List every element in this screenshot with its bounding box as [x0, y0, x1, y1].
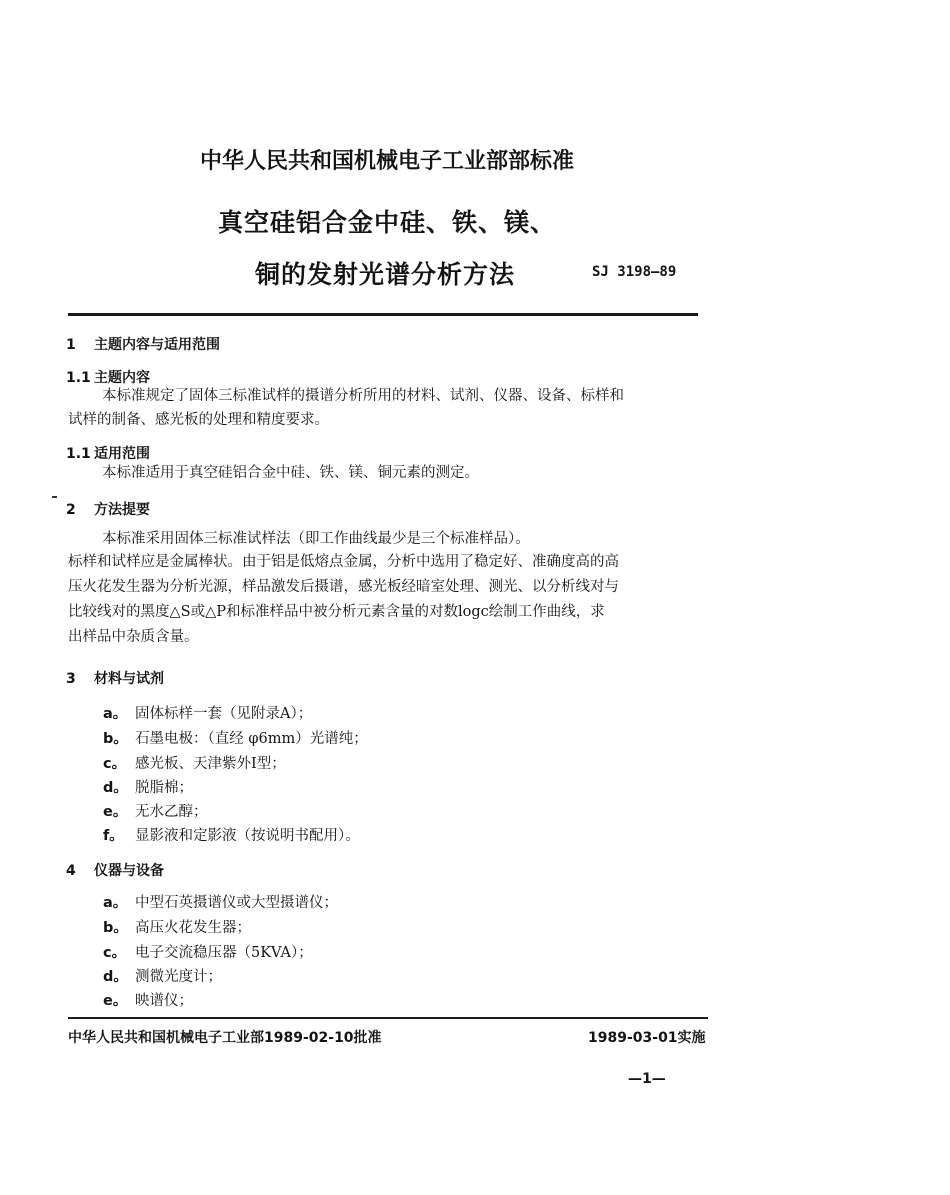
section-number: 2 [66, 502, 76, 518]
paragraph-line: 本标准适用于真空硅铝合金中硅、铁、镁、铜元素的测定。 [102, 465, 479, 481]
paragraph-line: 本标准规定了固体三标准试样的摄谱分析所用的材料、试剂、仪器、设备、标样和 [102, 388, 624, 404]
section-1-heading [66, 334, 220, 354]
list-text: 显影液和定影液（按说明书配用）。 [135, 828, 360, 844]
list-item [103, 776, 193, 797]
section-title: 适用范围 [94, 446, 150, 462]
paragraph-line: 试样的制备、感光板的处理和精度要求。 [68, 412, 329, 428]
paragraph-line: 标样和试样应是金属棒状。由于铝是低熔点金属，分析中选用了稳定好、准确度高的高 [68, 554, 619, 570]
paragraph-line: 比较线对的黑度△S或△P和标准样品中被分析元素含量的对数logc绘制工作曲线，求 [68, 604, 605, 620]
list-item [103, 989, 193, 1010]
list-text: 无水乙醇； [135, 804, 208, 820]
list-item [103, 800, 208, 821]
scan-mark [52, 496, 57, 498]
list-text: 石墨电极：（直经 φ6mm）光谱纯； [135, 731, 368, 747]
section-title: 方法提要 [94, 502, 150, 518]
list-label: d。 [103, 969, 128, 985]
list-label: c。 [103, 945, 127, 961]
paragraph-line: 本标准采用固体三标准试样法（即工作曲线最少是三个标准样品）。 [102, 531, 530, 547]
list-label: a。 [103, 706, 128, 722]
list-text: 高压火花发生器； [135, 920, 251, 936]
list-text: 测微光度计； [135, 969, 222, 985]
list-label: b。 [103, 920, 128, 936]
section-number: 1.1 [66, 370, 91, 386]
list-item [103, 702, 312, 723]
list-text: 脱脂棉； [135, 780, 193, 796]
approval-date: 中华人民共和国机械电子工业部1989-02-10批准 [68, 1030, 382, 1046]
section-title: 主题内容与适用范围 [94, 337, 220, 353]
list-label: e。 [103, 804, 128, 820]
list-item [103, 752, 286, 773]
list-text: 映谱仪； [135, 993, 193, 1009]
list-label: d。 [103, 780, 128, 796]
list-text: 中型石英摄谱仪或大型摄谱仪； [135, 895, 338, 911]
section-4-heading [66, 860, 164, 880]
page-number: —1— [628, 1071, 666, 1087]
section-title: 主题内容 [94, 370, 150, 386]
section-1-2-heading [66, 443, 150, 463]
footer-divider [68, 1017, 708, 1019]
section-2-heading [66, 499, 150, 519]
header-divider [68, 313, 698, 316]
section-3-heading [66, 668, 164, 688]
paragraph-line: 压火花发生器为分析光源，样品激发后摄谱，感光板经暗室处理、测光、以分析线对与 [68, 579, 619, 595]
list-item [103, 824, 360, 845]
list-item [103, 941, 313, 962]
section-number: 1 [66, 337, 76, 353]
document-title-line-2: 铜的发射光谱分析方法 [255, 260, 516, 289]
paragraph-line: 出样品中杂质含量。 [68, 629, 199, 645]
list-label: b。 [103, 731, 128, 747]
list-text: 固体标样一套（见附录A）； [135, 706, 313, 722]
list-text: 电子交流稳压器（5KVA）； [135, 945, 313, 961]
section-number: 1.1 [66, 446, 91, 462]
standard-code: SJ 3198—89 [592, 264, 677, 280]
list-label: f。 [103, 828, 124, 844]
section-number: 4 [66, 863, 76, 879]
section-title: 材料与试剂 [94, 671, 164, 687]
issuing-organization: 中华人民共和国机械电子工业部部标准 [200, 149, 575, 174]
list-item [103, 727, 368, 748]
section-title: 仪器与设备 [94, 863, 164, 879]
document-title-line-1: 真空硅铝合金中硅、铁、镁、 [218, 208, 557, 237]
list-item [103, 916, 251, 937]
list-item [103, 891, 338, 912]
list-item [103, 965, 222, 986]
effective-date: 1989-03-01实施 [588, 1030, 706, 1046]
list-label: c。 [103, 756, 127, 772]
section-1-1-heading [66, 367, 150, 387]
list-label: a。 [103, 895, 128, 911]
section-number: 3 [66, 671, 76, 687]
list-text: 感光板、天津紫外Ⅰ型； [135, 756, 286, 772]
list-label: e。 [103, 993, 128, 1009]
